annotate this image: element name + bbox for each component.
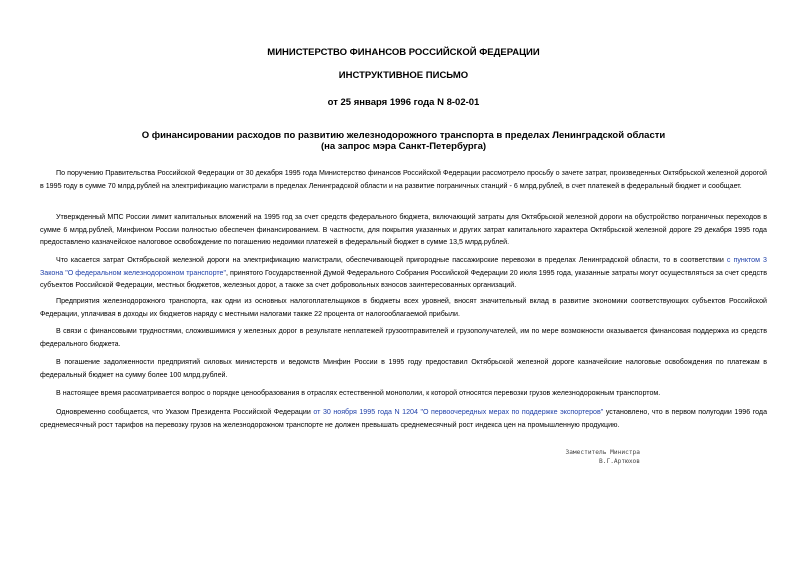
paragraph-4: Предприятия железнодорожного транспорта, как одни из основных налогоплательщиков в бюджеты всех уровней, вносят значительный вклад в развитие экономики соответствующих субъектов Российской Федерации, уплачивая в доходы их бюджетов наряду с местными налогами также 22 процента от налогооблагаемой прибыли.	[40, 297, 767, 318]
paragraph-7: В настоящее время рассматривается вопрос о порядке ценообразования в отраслях естественной монополии, к которой относятся перевозки грузов железнодорожным транспортом.	[56, 389, 661, 397]
paragraph-2: Утвержденный МПС России лимит капитальных вложений на 1995 год за счет средств федерального бюджета, включающий затраты для Октябрьской железной дороги на обустройство пограничных переходов в сумме 6 млрд.рублей, Минфином России полностью обеспечен финансированием. В частности, для покрытия указанных и других затрат капитального характера Октябрьской железной дороге 29 декабря 1995 года предоставлено казначейское налоговое освобождение по погашению недоимки платежей в федеральный бюджет в сумме 13,5 млрд.рублей.	[40, 213, 767, 246]
paragraph-5: В связи с финансовыми трудностями, сложившимися у железных дорог в результате неплатежей грузоотправителей и грузополучателей, им по мере возможности оказывается финансовая поддержка из средств федерального бюджета.	[40, 327, 767, 348]
law-link[interactable]: с пунктом 3 Закона "О федеральном железнодорожном транспорте"	[40, 256, 767, 277]
paragraph-8: Одновременно сообщается, что Указом Президента Российской Федерации от 30 ноября 1995 года N 1204 "О первоочередных мерах по поддержке экспортеров" установлено, что в первом полугодии 1996 года среднемесячный рост тарифов на перевозку грузов на железнодорожном транспорте не должен превышать среднемесячный рост индекса цен на промышленную продукцию.	[40, 408, 768, 429]
signatory-name: В.Г.Артюхов	[599, 458, 640, 465]
paragraph-6: В погашение задолженности предприятий силовых министерств и ведомств Минфин России в 1995 году предоставил Октябрьской железной дороге казначейские налоговые освобождения по платежам в федеральный бюджет на сумму более 100 млрд.рублей.	[40, 358, 767, 379]
decree-link[interactable]: от 30 ноября 1995 года N 1204 "О первоочередных мерах по поддержке экспортеров"	[313, 408, 604, 416]
document-type: ИНСТРУКТИВНОЕ ПИСЬМО	[338, 70, 469, 81]
document-subject: О финансировании расходов по развитию железнодорожного транспорта в пределах Ленинградской области	[141, 130, 666, 141]
ministry-title: МИНИСТЕРСТВО ФИНАНСОВ РОССИЙСКОЙ ФЕДЕРАЦИИ	[267, 47, 540, 58]
paragraph-3: Что касается затрат Октябрьской железной дороги на электрификацию магистрали, обеспечивающей пригородные пассажирские перевозки в пределах Ленинградской области, то в соответствии с пунктом 3 Закона "О федеральном железнодорожном транспорте", принятого Государственной Думой Федерального Собрания Российской Федерации 20 июля 1995 года, указанные затраты могут осуществляться за счет средств субъектов Российской Федерации, местных бюджетов, железных дорог, а также за счет добровольных взносов заинтересованных организаций.	[40, 256, 768, 289]
document-subject-note: (на запрос мэра Санкт-Петербурга)	[320, 141, 487, 152]
paragraph-1: По поручению Правительства Российской Федерации от 30 декабря 1995 года Министерство финансов Российской Федерации рассмотрело просьбу о зачете затрат, произведенных Октябрьской железной дорогой в 1995 году в сумме 70 млрд.рублей на электрификацию магистрали в пределах Ленинградской области и на развитие пограничных станций - 6 млрд.рублей, в счет платежей в федеральный бюджет и сообщает.	[40, 169, 767, 190]
document-date-number: от 25 января 1996 года N 8-02-01	[327, 97, 480, 108]
signature-block	[540, 448, 640, 466]
signatory-position: Заместитель Министра	[565, 449, 640, 456]
